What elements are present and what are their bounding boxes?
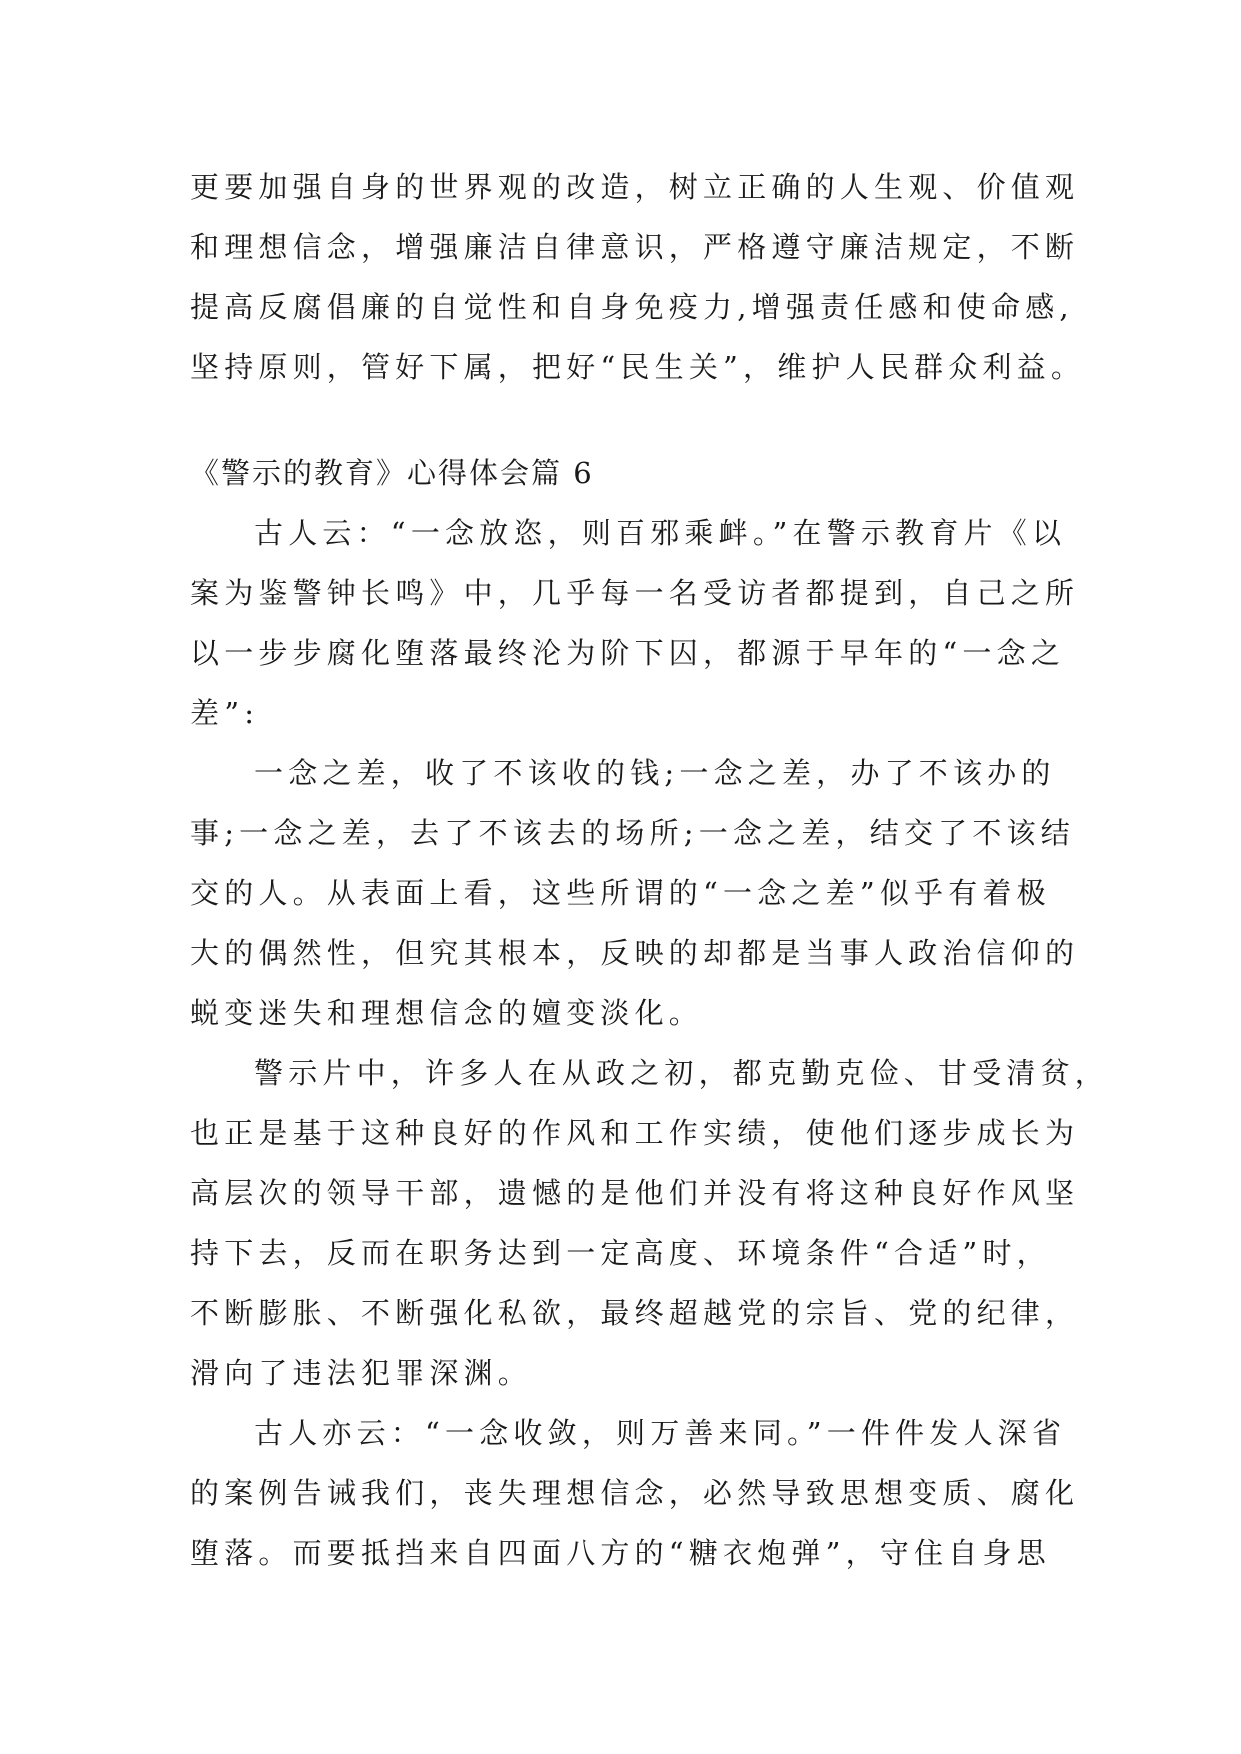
- section-heading: 《警示的教育》心得体会篇 6: [190, 456, 594, 490]
- text-line: 不断膨胀、不断强化私欲，最终超越党的宗旨、党的纪律，: [190, 1296, 1080, 1330]
- text-line: 蜕变迷失和理想信念的嬗变淡化。: [190, 996, 704, 1030]
- text-line: 提高反腐倡廉的自觉性和自身免疫力,增强责任感和使命感,: [190, 290, 1074, 324]
- text-line: 交的人。从表面上看，这些所谓的“一念之差”似乎有着极: [190, 876, 1051, 910]
- text-line: 的案例告诫我们，丧失理想信念，必然导致思想变质、腐化: [190, 1476, 1080, 1510]
- text-line: 事;一念之差，去了不该去的场所;一念之差，结交了不该结: [190, 816, 1075, 850]
- text-line: 一念之差，收了不该收的钱;一念之差，办了不该办的: [254, 756, 1056, 790]
- text-line: 案为鉴警钟长鸣》中，几乎每一名受访者都提到，自己之所: [190, 576, 1080, 610]
- text-line: 也正是基于这种良好的作风和工作实绩，使他们逐步成长为: [190, 1116, 1080, 1150]
- text-line: 和理想信念，增强廉洁自律意识，严格遵守廉洁规定，不断: [190, 230, 1080, 264]
- text-line: 以一步步腐化堕落最终沦为阶下囚，都源于早年的“一念之: [190, 636, 1066, 670]
- text-line: 滑向了违法犯罪深渊。: [190, 1356, 533, 1390]
- text-line: 更要加强自身的世界观的改造，树立正确的人生观、价值观: [190, 170, 1080, 204]
- text-line: 古人云：“一念放恣，则百邪乘衅。”在警示教育片《以: [254, 516, 1067, 550]
- text-line: 持下去，反而在职务达到一定高度、环境条件“合适”时，: [190, 1236, 1051, 1270]
- text-line: 大的偶然性，但究其根本，反映的却都是当事人政治信仰的: [190, 936, 1080, 970]
- text-line: 坚持原则，管好下属，把好“民生关”，维护人民群众利益。: [190, 350, 1086, 384]
- text-line: 差”:: [190, 696, 260, 730]
- text-line: 警示片中，许多人在从政之初，都克勤克俭、甘受清贫，: [254, 1056, 1110, 1090]
- text-line: 堕落。而要抵挡来自四面八方的“糖衣炮弹”，守住自身思: [190, 1536, 1051, 1570]
- text-line: 古人亦云：“一念收敛，则万善来同。”一件件发人深省: [254, 1416, 1067, 1450]
- text-line: 高层次的领导干部，遗憾的是他们并没有将这种良好作风坚: [190, 1176, 1080, 1210]
